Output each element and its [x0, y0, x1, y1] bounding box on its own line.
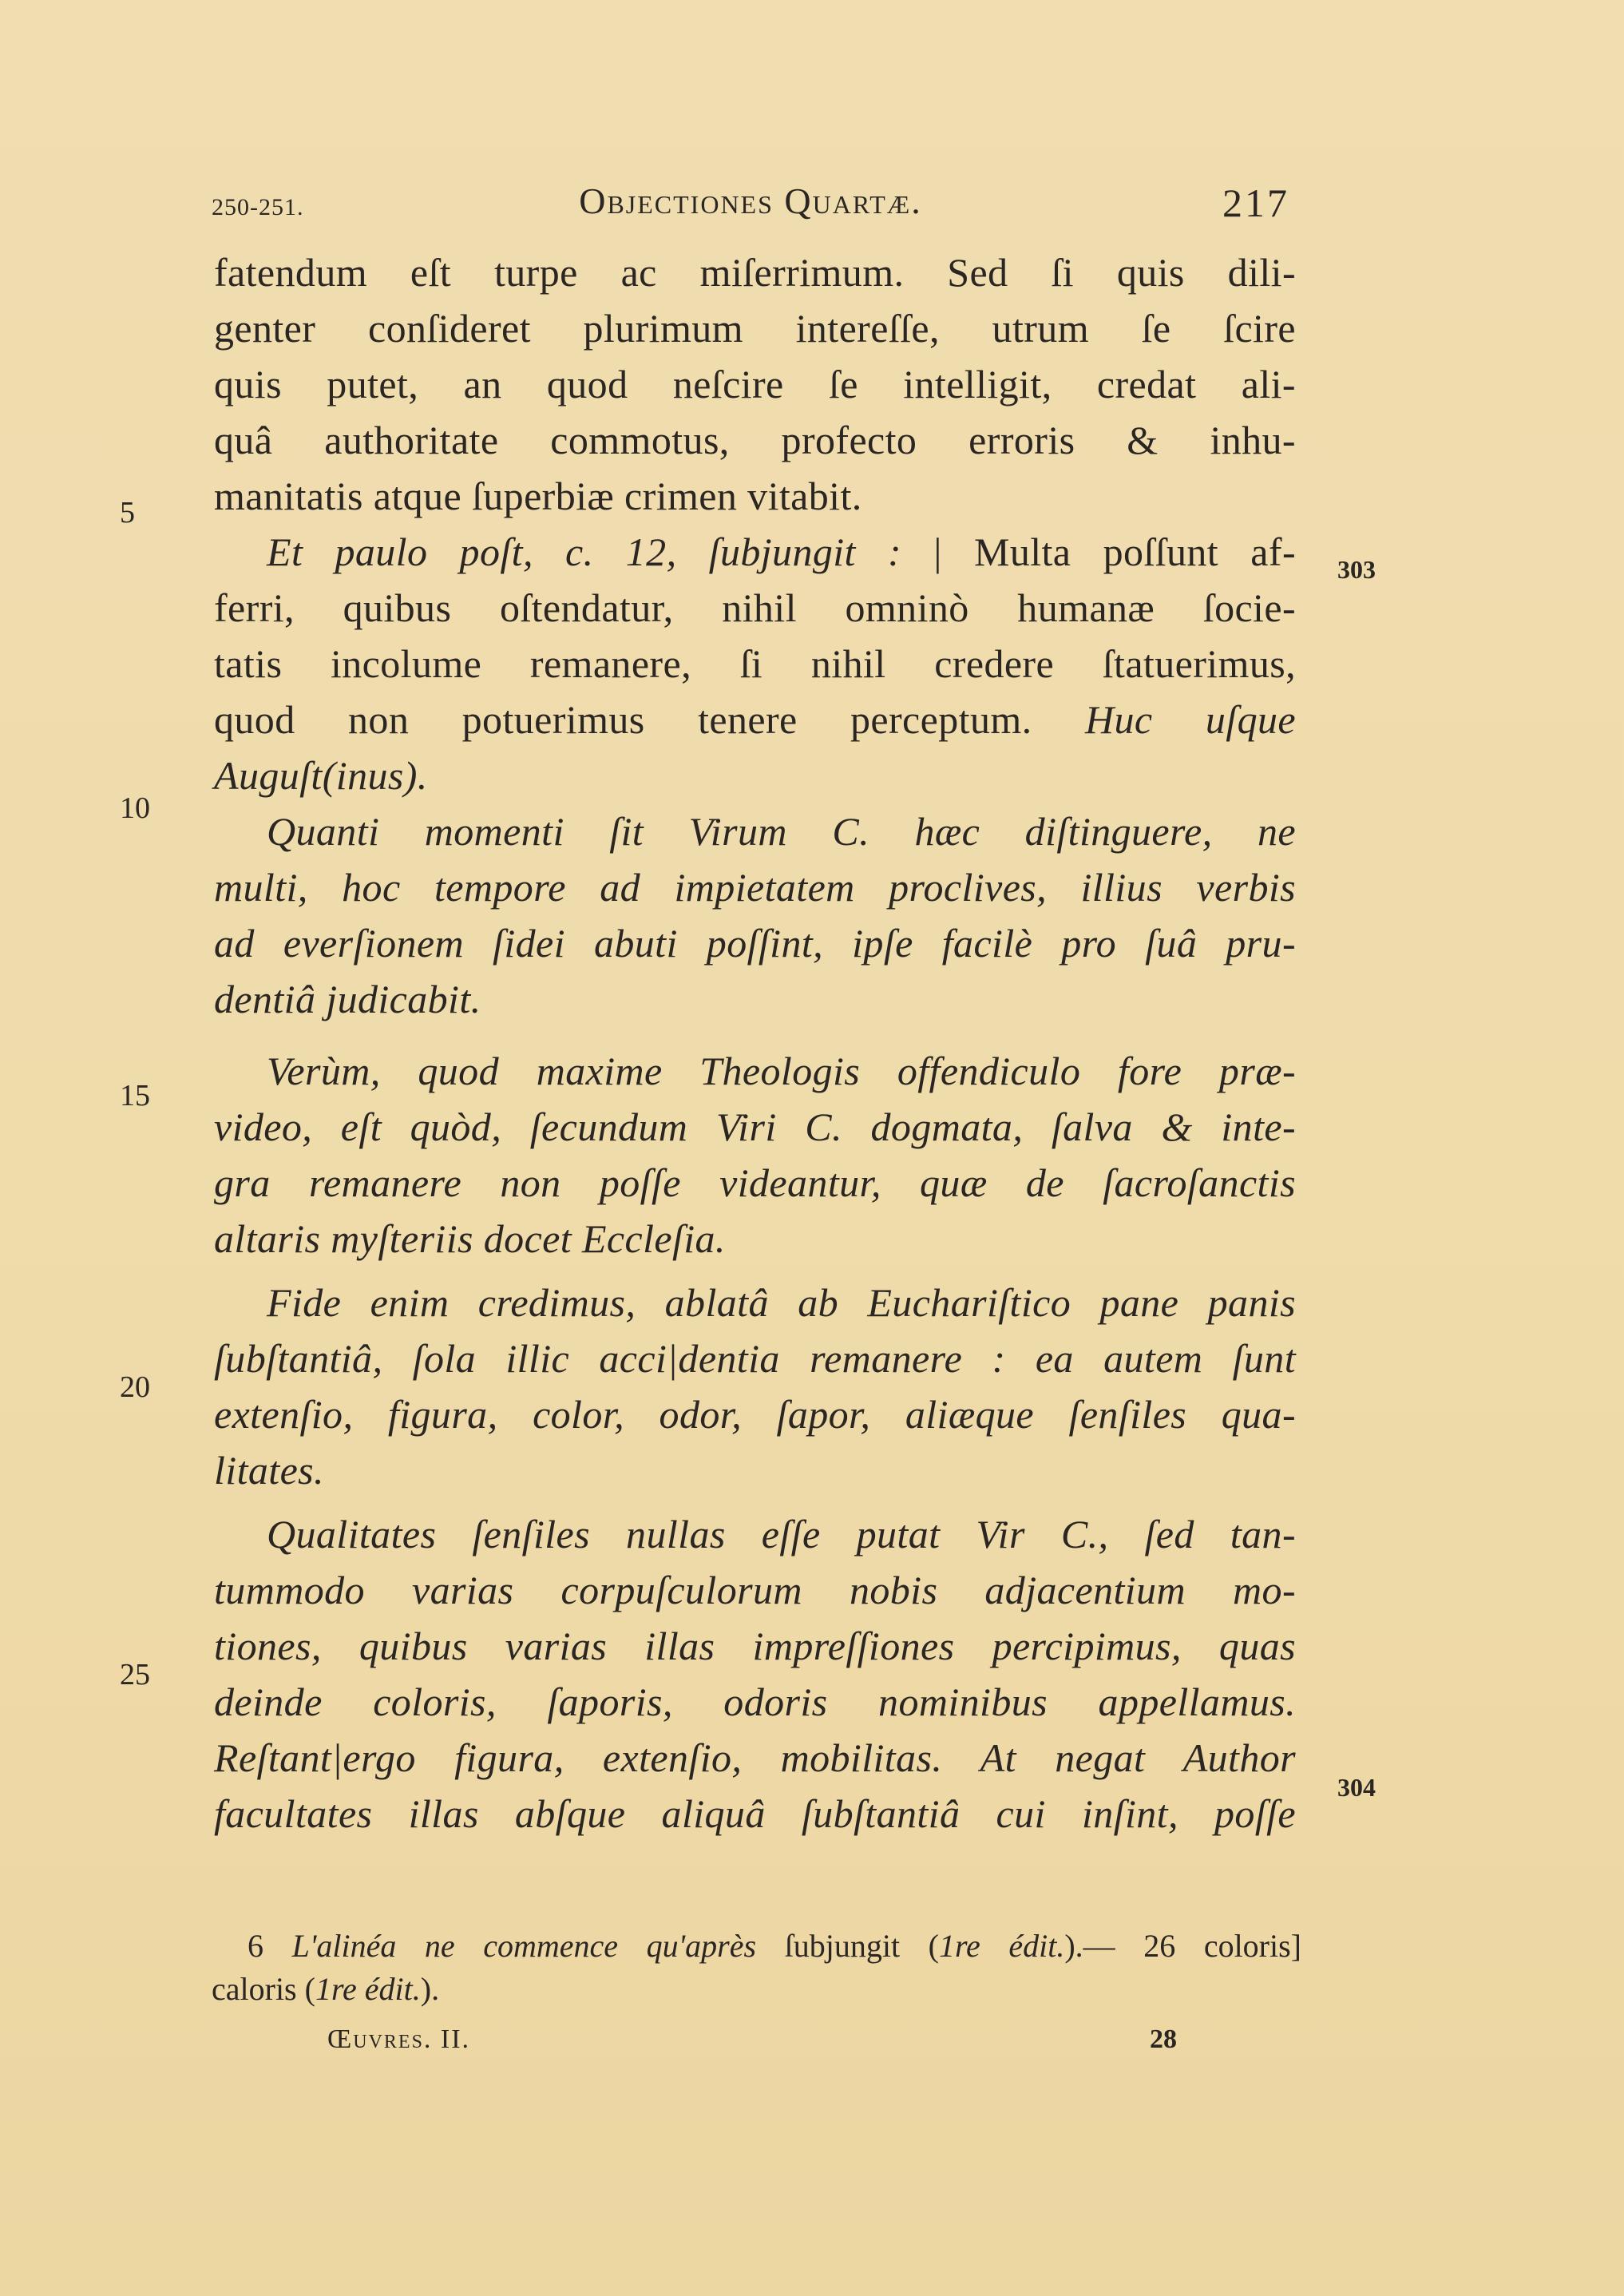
signature-work-title: Œuvres. II.	[327, 2024, 471, 2054]
signature-number: 28	[1150, 2024, 1177, 2054]
text-line-23: Qualitates ſenſiles nullas eſſe putat Vir C., ſed tan-	[267, 1512, 1296, 1556]
text-line-9-roman: quod non potuerimus tenere perceptum.	[214, 697, 1085, 742]
line-number-10: 10	[120, 791, 150, 825]
text-line-9-italic: Huc uſque	[1084, 697, 1296, 742]
text-line-14: dentiâ judicabit.	[214, 977, 481, 1021]
text-line-8: tatis incolume remanere, ſi nihil credere ſtatuerimus,	[214, 641, 1296, 686]
text-line-25: tiones, quibus varias illas impreſſiones percipimus, quas	[214, 1624, 1296, 1668]
text-line-6-roman: | Multa poſſunt af-	[901, 529, 1296, 574]
text-line-11: Quanti momenti ſit Virum C. hæc diſtinguere, ne	[267, 809, 1296, 854]
text-line-21: extenſio, figura, color, odor, ſapor, aliæque ſenſiles qua-	[214, 1392, 1296, 1437]
text-line-1: fatendum eſt turpe ac miſerrimum. Sed ſi quis dili-	[214, 250, 1296, 295]
footnote-2-text: caloris (	[212, 1971, 315, 2007]
text-line-17: gra remanere non poſſe videantur, quæ de ſacroſanctis	[214, 1160, 1296, 1205]
footnotes	[212, 1925, 1301, 2011]
header-page-range: 250-251.	[212, 194, 304, 220]
text-line-12: multi, hoc tempore ad impietatem proclives, illius verbis	[214, 865, 1296, 910]
text-line-26: deinde coloris, ſaporis, odoris nominibus appellamus.	[214, 1679, 1296, 1724]
text-line-2: genter conſideret plurimum intereſſe, utrum ſe ſcire	[214, 306, 1296, 351]
text-line-5: manitatis atque ſuperbiæ crimen vitabit.	[214, 474, 862, 518]
text-line-27: Reſtant|ergo figura, extenſio, mobilitas. At negat Author	[214, 1735, 1296, 1780]
line-number-20: 20	[120, 1370, 150, 1404]
text-line-24: tummodo varias corpuſculorum nobis adjacentium mo-	[214, 1568, 1296, 1612]
footnote-1-text: ſubjungit (	[756, 1928, 939, 1964]
header-title: Objectiones Quartæ.	[579, 180, 922, 221]
page-number: 217	[1222, 180, 1289, 225]
text-line-3: quis putet, an quod neſcire ſe intelligit, credat ali-	[214, 362, 1296, 406]
text-line-4: quâ authoritate commotus, profecto erroris & inhu-	[214, 418, 1296, 462]
line-number-5: 5	[120, 496, 135, 529]
running-header	[212, 180, 1289, 236]
text-line-10: Auguſt(inus).	[214, 753, 428, 798]
margin-ref-304: 304	[1337, 1773, 1376, 1802]
footnote-2-rest: ).	[420, 1971, 440, 2007]
text-line-16: video, eſt quòd, ſecundum Viri C. dogmata, ſalva & inte-	[214, 1104, 1296, 1149]
text-line-19: Fide enim credimus, ablatâ ab Euchariſtico pane panis	[267, 1280, 1296, 1325]
footnote-2-edition: 1re édit.	[315, 1971, 421, 2007]
line-number-15: 15	[120, 1079, 150, 1112]
footnote-line-1	[212, 1925, 1301, 1968]
text-line-13: ad everſionem ſidei abuti poſſint, ipſe facilè pro ſuâ pru-	[214, 921, 1296, 966]
text-line-7: ferri, quibus oſtendatur, nihil omninò humanæ ſocie-	[214, 585, 1296, 630]
footnote-1-italic: L'alinéa ne commence qu'après	[291, 1928, 757, 1964]
text-line-28: facultates illas abſque aliquâ ſubſtantiâ cui inſint, poſſe	[214, 1791, 1296, 1836]
line-number-25: 25	[120, 1658, 150, 1691]
text-line-15: Verùm, quod maxime Theologis offendiculo fore præ-	[267, 1049, 1296, 1093]
footnote-1-edition: 1re édit.	[938, 1928, 1065, 1964]
text-line-18: altaris myſteriis docet Eccleſia.	[214, 1216, 726, 1261]
footnote-1-rest: ).— 26 coloris]	[1064, 1928, 1302, 1964]
text-line-9	[214, 692, 1296, 747]
footnote-1-number: 6	[248, 1928, 292, 1964]
margin-ref-303: 303	[1337, 555, 1376, 584]
text-line-20: ſubſtantiâ, ſola illic acci|dentia remanere : ea autem ſunt	[214, 1336, 1296, 1381]
text-line-22: litates.	[214, 1448, 324, 1493]
text-line-6-italic: Et paulo poſt, c. 12, ſubjungit :	[267, 529, 902, 574]
footnote-line-2	[212, 1968, 1301, 2011]
text-line-6	[214, 524, 1296, 580]
